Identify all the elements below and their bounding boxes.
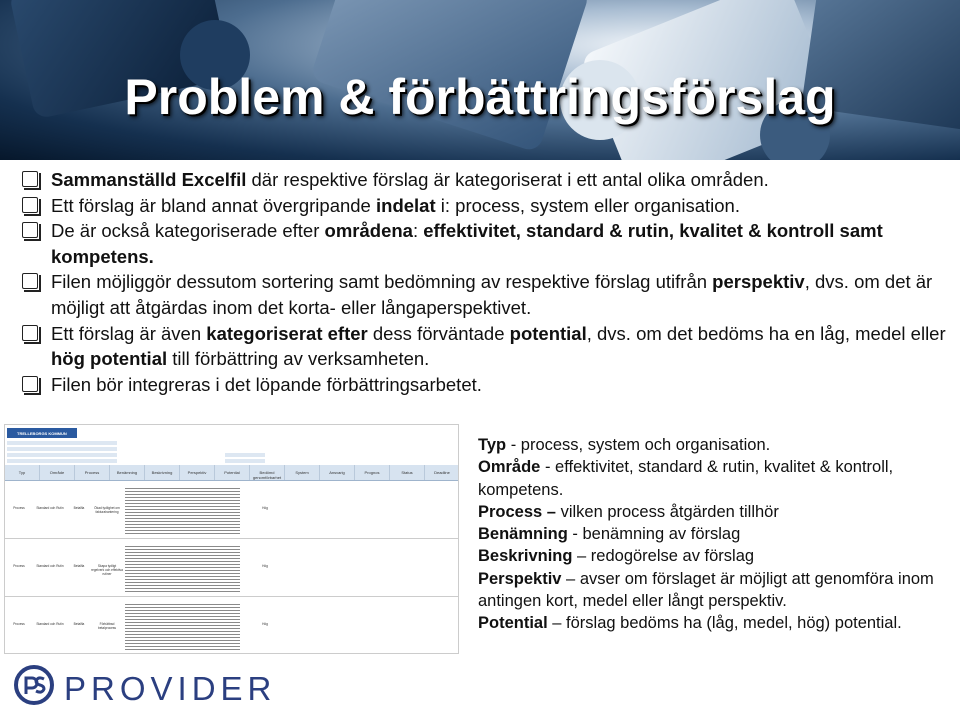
sheet-cell-benamning: Ökad tydlighet om fakturahantering — [94, 506, 120, 514]
bullet-item — [22, 218, 952, 269]
sheet-cell-process: Betalfla — [73, 622, 85, 626]
column-legend — [478, 434, 953, 635]
checkbox-bullet-icon — [22, 197, 38, 213]
bold-text: perspektiv — [712, 271, 805, 293]
checkbox-bullet-icon — [22, 325, 38, 341]
bold-text: Benämning — [478, 525, 568, 544]
bold-text: Perspektiv — [478, 569, 562, 588]
sheet-cell-typ: Process — [13, 506, 25, 510]
text-run: - benämning av förslag — [567, 525, 741, 544]
sheet-cell-benamning: Förbättrad betalprocess — [97, 622, 117, 630]
sheet-cell-typ: Process — [13, 622, 25, 626]
sheet-column-header: Deadline — [425, 465, 459, 480]
bold-text: Sammanställd Excelfil — [51, 169, 247, 190]
sheet-column-header: Område — [40, 465, 75, 480]
legend-item — [478, 434, 953, 456]
text-run: där respektive förslag är kategoriserat i ett antal olika områden. — [246, 169, 769, 190]
bold-text: effektivitet, standard & rutin, kvalitet & kontroll samt kompetens. — [51, 220, 883, 267]
text-run: , dvs. om det är möjligt att åtgärdas inom det korta- eller långaperspektivet. — [51, 271, 933, 318]
legend-item — [478, 568, 953, 613]
bold-text: Beskrivning — [478, 547, 573, 566]
text-run: - process, system och organisation. — [506, 436, 771, 454]
sheet-meta-row — [7, 453, 117, 458]
sheet-column-header: Typ — [5, 465, 40, 480]
sheet-column-header: Prognos — [355, 465, 390, 480]
sheet-description-text — [125, 602, 240, 650]
checkbox-bullet-icon — [22, 171, 38, 187]
checkbox-bullet-icon — [22, 222, 38, 238]
provider-logo-icon — [14, 665, 54, 705]
sheet-cell-potential: Hög — [262, 564, 268, 568]
text-run: dess förväntade — [367, 322, 510, 344]
legend-item — [478, 523, 953, 545]
legend-item — [478, 456, 953, 501]
sheet-column-header: Beskrivning — [145, 465, 180, 480]
text-run: Ett förslag är bland annat övergripande — [51, 194, 376, 216]
sheet-cell-potential: Hög — [262, 506, 268, 510]
sheet-row — [5, 540, 459, 597]
sheet-cell-omrade: Standard och Rutin — [36, 622, 64, 626]
legend-item — [478, 612, 953, 634]
text-run: Filen möjliggör dessutom sortering samt bedömning av respektive förslag utifrån — [51, 271, 713, 293]
text-run: Ett förslag är även — [51, 322, 207, 344]
text-run: – förslag bedöms ha (låg, medel, hög) potential. — [547, 614, 902, 633]
sheet-cell-benamning: Skapa tydligt regelverk och effektiva rutiner — [91, 564, 123, 576]
text-run: , dvs. om det bedöms ha en låg, medel eller — [586, 322, 946, 344]
bullet-item — [22, 321, 952, 372]
bold-text: områdena — [324, 220, 413, 242]
sheet-column-header: Ansvarig — [320, 465, 355, 480]
bullet-item — [22, 193, 952, 219]
bullet-item — [22, 269, 952, 320]
sheet-description-text — [125, 486, 240, 534]
sheet-column-header: Benämning — [110, 465, 145, 480]
sheet-cell-omrade: Standard och Rutin — [36, 564, 64, 568]
sheet-description-text — [125, 544, 240, 592]
text-run: De är också kategoriserade efter — [51, 220, 325, 242]
bullet-item — [22, 167, 952, 193]
checkbox-bullet-icon — [22, 376, 38, 392]
sheet-meta-row — [225, 453, 265, 458]
text-run: Filen bör integreras i det löpande förbättringsarbetet. — [51, 373, 482, 395]
text-run: till förbättring av verksamheten. — [167, 348, 430, 370]
bold-text: indelat — [376, 194, 436, 216]
text-run: – redogörelse av förslag — [572, 547, 755, 566]
brand-name: PROVIDER — [64, 670, 277, 707]
sheet-meta-row — [225, 459, 265, 464]
sheet-row — [5, 598, 459, 654]
text-run: vilken process åtgärden tillhör — [555, 502, 779, 521]
legend-item — [478, 545, 953, 567]
bold-text: kategoriserat efter — [206, 322, 368, 344]
bold-text: Potential — [478, 614, 548, 633]
sheet-column-header: Status — [390, 465, 425, 480]
bold-text: Område — [478, 458, 541, 477]
sheet-header-row — [5, 465, 459, 481]
sheet-meta-row — [7, 441, 117, 446]
bold-text: hög potential — [51, 348, 168, 370]
sheet-cell-process: Betalfla — [73, 564, 85, 568]
bold-text: potential — [509, 322, 587, 344]
sheet-cell-typ: Process — [13, 564, 25, 568]
sheet-column-header: Process — [75, 465, 110, 480]
slide-title: Problem & förbättringsförslag — [124, 69, 836, 125]
legend-item — [478, 501, 953, 523]
sheet-column-header: Perspektiv — [180, 465, 215, 480]
sheet-meta-row — [7, 447, 117, 452]
sheet-cell-potential: Hög — [262, 622, 268, 626]
sheet-column-header: Bedömd genomförbarhet — [250, 465, 285, 480]
checkbox-bullet-icon — [22, 273, 38, 289]
bold-text: Typ — [478, 436, 507, 454]
text-run: – avser om förslaget är möjligt att genomföra inom antingen kort, medel eller långt perspektiv. — [478, 569, 934, 611]
text-run: - effektivitet, standard & rutin, kvalitet & kontroll, kompetens. — [478, 458, 894, 499]
sheet-cell-process: Betalfla — [73, 506, 85, 510]
bullet-item — [22, 372, 952, 398]
text-run: : — [412, 220, 424, 242]
municipality-logo: TRELLEBORGS KOMMUN — [7, 428, 77, 438]
header-banner — [0, 0, 960, 160]
text-run: i: process, system eller organisation. — [435, 194, 740, 216]
spreadsheet-thumbnail — [4, 424, 459, 654]
sheet-column-header: Potential — [215, 465, 250, 480]
sheet-row — [5, 482, 459, 539]
sheet-cell-omrade: Standard och Rutin — [36, 506, 64, 510]
bullet-list — [22, 167, 952, 397]
sheet-column-header: System — [285, 465, 320, 480]
sheet-meta-row — [7, 459, 117, 464]
bold-text: Process – — [478, 502, 556, 521]
